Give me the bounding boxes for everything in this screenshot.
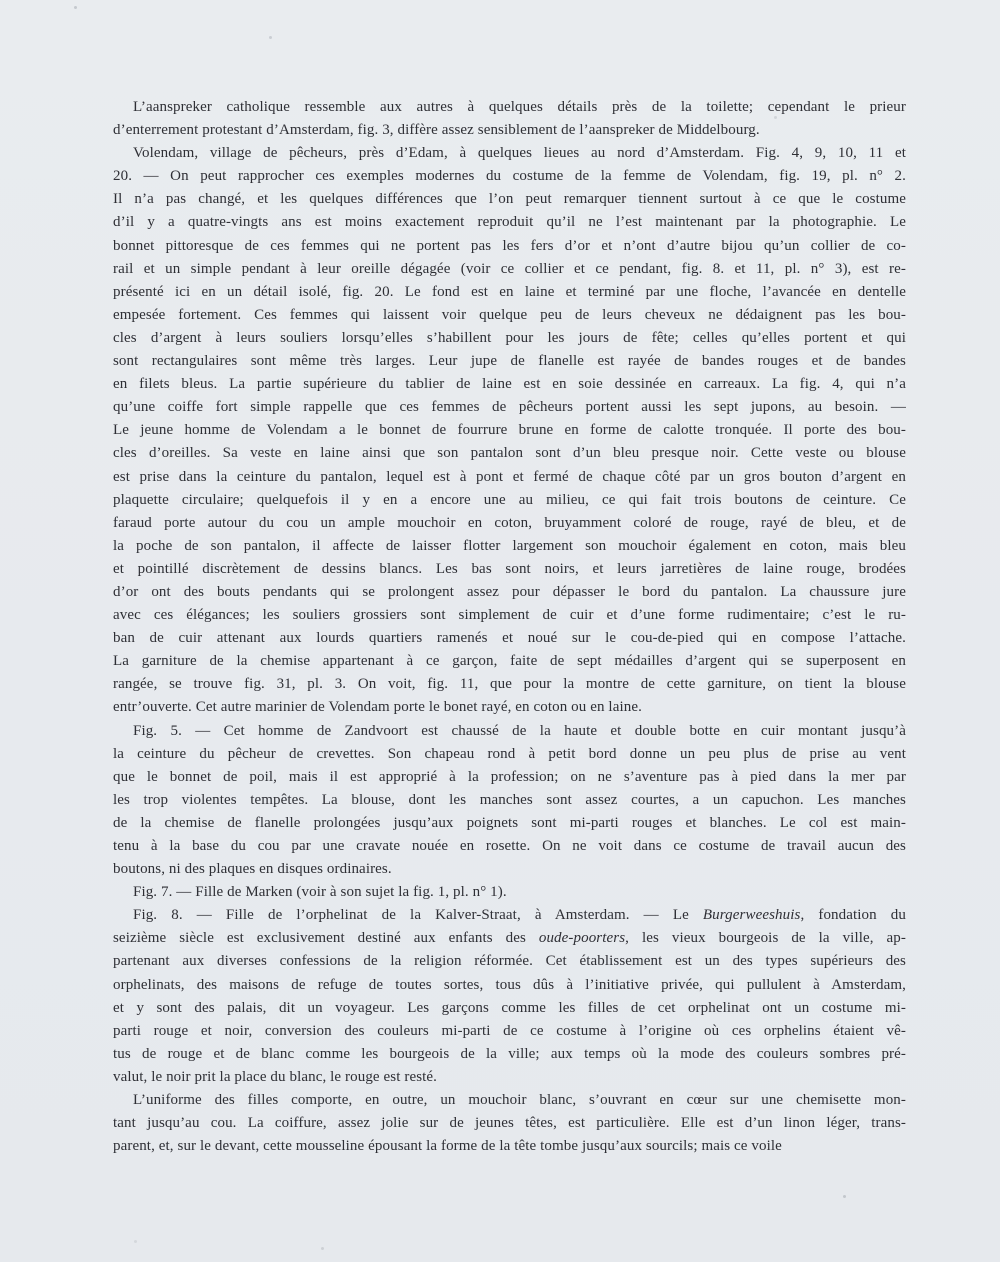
text-line: Fig. 7. — Fille de Marken (voir à son sujet la fig. 1, pl. n° 1). <box>133 884 507 901</box>
text-line: valut, le noir prit la place du blanc, le rouge est resté. <box>113 1068 438 1085</box>
text-line: parent, et, sur le devant, cette mousseline épousant la forme de la tête tombe jusqu’aux sourcils; mais ce voile <box>113 1138 782 1155</box>
text-line: d’or ont des bouts pendants qui se prolongent assez pour dépasser le bord du pantalon. La chaussure jure <box>113 583 906 600</box>
paragraph <box>113 881 906 904</box>
text-line: boutons, ni des plaques en disques ordinaires. <box>113 861 392 878</box>
paragraph <box>113 720 906 882</box>
text-line: cles d’oreilles. Sa veste en laine ainsi que son pantalon sont d’un bleu presque noir. Cette veste ou blouse <box>113 445 906 462</box>
text-line: sont rectangulaires sont même très larges. Leur jupe de flanelle est rayée de bandes rouges et de bandes <box>113 353 906 370</box>
text-line: et pointillé discrètement de dessins blancs. Les bas sont noirs, et leurs jarretières de laine rouge, brodées <box>113 560 906 577</box>
text-line: faraud porte autour du cou un ample mouchoir en coton, bruyamment coloré de rouge, rayé de bleu, et de <box>113 514 906 531</box>
paragraph <box>113 904 906 1089</box>
paragraph <box>113 142 906 719</box>
paragraph <box>113 96 906 142</box>
text-line: avec ces élégances; les souliers grossiers sont simplement de cuir et d’une forme rudimentaire; c’est le ru- <box>113 607 906 624</box>
text-line: d’enterrement protestant d’Amsterdam, fig. 3, diffère assez sensiblement de l’aanspreker de Middelbourg. <box>113 122 760 139</box>
text-line: bonnet pittoresque de ces femmes qui ne portent pas les fers d’or et n’ont d’autre bijou qu’un collier de co- <box>113 237 906 254</box>
text-line: seizième siècle est exclusivement destiné aux enfants des oude-poorters, les vieux bourgeois de la ville, ap- <box>113 930 906 947</box>
text-line: entr’ouverte. Cet autre marinier de Volendam porte le bonet rayé, en coton ou en laine. <box>113 699 642 716</box>
text-line: la poche de son pantalon, il affecte de laisser flotter largement son mouchoir également en coton, mais bleu <box>113 537 906 554</box>
text-block <box>113 96 906 1158</box>
text-line: plaquette circulaire; quelquefois il y en a encore une au milieu, ce qui fait trois boutons de ceinture. Ce <box>113 491 906 508</box>
text-line: présenté ici en un détail isolé, fig. 20. Le fond est en laine et terminé par une floche, l’avancée en dentelle <box>113 283 906 300</box>
text-line: tenu à la base du cou par une cravate nouée en rosette. On ne voit dans ce costume de travail aucun des <box>113 838 906 854</box>
text-line: Fig. 8. — Fille de l’orphelinat de la Kalver-Straat, à Amsterdam. — Le Burgerweeshuis, fondation du <box>133 907 906 924</box>
text-line: ban de cuir attenant aux lourds quartiers ramenés et noué sur le cou-de-pied qui en compose l’attache. <box>113 630 906 647</box>
text-line: que le bonnet de poil, mais il est approprié à la profession; on ne s’aventure pas à pied dans la mer par <box>113 768 906 785</box>
text-line: parti rouge et noir, conversion des couleurs mi-parti de ce costume à l’origine où ces orphelins étaient vê- <box>113 1022 906 1039</box>
text-line: rail et un simple pendant à leur oreille dégagée (voir ce collier et ce pendant, fig. 8. et 11, pl. n° 3), est re- <box>113 260 906 277</box>
text-line: et y sont des palais, dit un voyageur. Les garçons comme les filles de cet orphelinat ont un costume mi- <box>113 999 906 1016</box>
text-line: Le jeune homme de Volendam a le bonnet de fourrure brune en forme de calotte tronquée. Il porte des bou- <box>113 422 906 439</box>
text-line: d’il y a quatre-vingts ans est moins exactement reproduit qu’il ne l’est maintenant par la photographie. Le <box>113 214 906 231</box>
text-line: est prise dans la ceinture du pantalon, lequel est à pont et fermé de chaque côté par un gros bouton d’argent en <box>113 468 906 485</box>
text-line: Il n’a pas changé, et les quelques différences que l’on peut remarquer tiennent surtout à ce que le costume <box>113 191 906 208</box>
text-line: empesée fortement. Ces femmes qui laissent voir quelque peu de leurs cheveux ne dédaignent pas les bou- <box>113 306 906 323</box>
text-line: la ceinture du pêcheur de crevettes. Son chapeau rond à petit bord donne un peu plus de prise au vent <box>113 745 906 762</box>
text-line: partenant aux diverses confessions de la religion réformée. Cet établissement est un des types supérieurs des <box>113 953 906 970</box>
text-line: L’uniforme des filles comporte, en outre, un mouchoir blanc, s’ouvrant en cœur sur une chemisette mon- <box>133 1092 906 1109</box>
paragraph <box>113 1089 906 1158</box>
text-line: Volendam, village de pêcheurs, près d’Edam, à quelques lieues au nord d’Amsterdam. Fig. 4, 9, 10, 11 et <box>133 145 906 162</box>
text-line: La garniture de la chemise appartenant à ce garçon, faite de sept médailles d’argent qui se superposent en <box>113 653 906 670</box>
text-line: rangée, se trouve fig. 31, pl. 3. On voit, fig. 11, que pour la montre de cette garniture, on tient la blouse <box>113 676 906 693</box>
text-line: orphelinats, des maisons de refuge de toutes sortes, tous dûs à l’initiative privée, qui pullulent à Amsterdam, <box>113 976 906 993</box>
text-line: en filets bleus. La partie supérieure du tablier de laine est en soie dessinée en carreaux. La fig. 4, qui n’a <box>113 376 906 393</box>
text-line: de la chemise de flanelle prolongées jusqu’aux poignets sont mi-parti rouges et blanches. Le col est main- <box>113 814 906 831</box>
text-line: tant jusqu’au cou. La coiffure, assez jolie sur de jeunes têtes, est particulière. Elle est d’un linon léger, trans- <box>113 1115 906 1132</box>
text-line: L’aanspreker catholique ressemble aux autres à quelques détails près de la toilette; cependant le prieur <box>133 99 906 115</box>
text-line: 20. — On peut rapprocher ces exemples modernes du costume de la femme de Volendam, fig. 19, pl. n° 2. <box>113 168 906 185</box>
text-line: qu’une coiffe fort simple rappelle que ces femmes de pêcheurs portent aussi les sept jupons, au besoin. — <box>113 399 906 416</box>
text-line: tus de rouge et de blanc comme les bourgeois de la ville; aux temps où la mode des couleurs sombres pré- <box>113 1045 906 1062</box>
text-line: cles d’argent à leurs souliers lorsqu’elles s’habillent pour les jours de fête; celles qu’elles portent et qui <box>113 329 906 346</box>
text-line: les trop violentes tempêtes. La blouse, dont les manches sont assez courtes, a un capuchon. Les manches <box>113 791 906 808</box>
paper-speck <box>74 6 77 9</box>
text-line: Fig. 5. — Cet homme de Zandvoort est chaussé de la haute et double botte en cuir montant jusqu’à <box>133 722 906 739</box>
